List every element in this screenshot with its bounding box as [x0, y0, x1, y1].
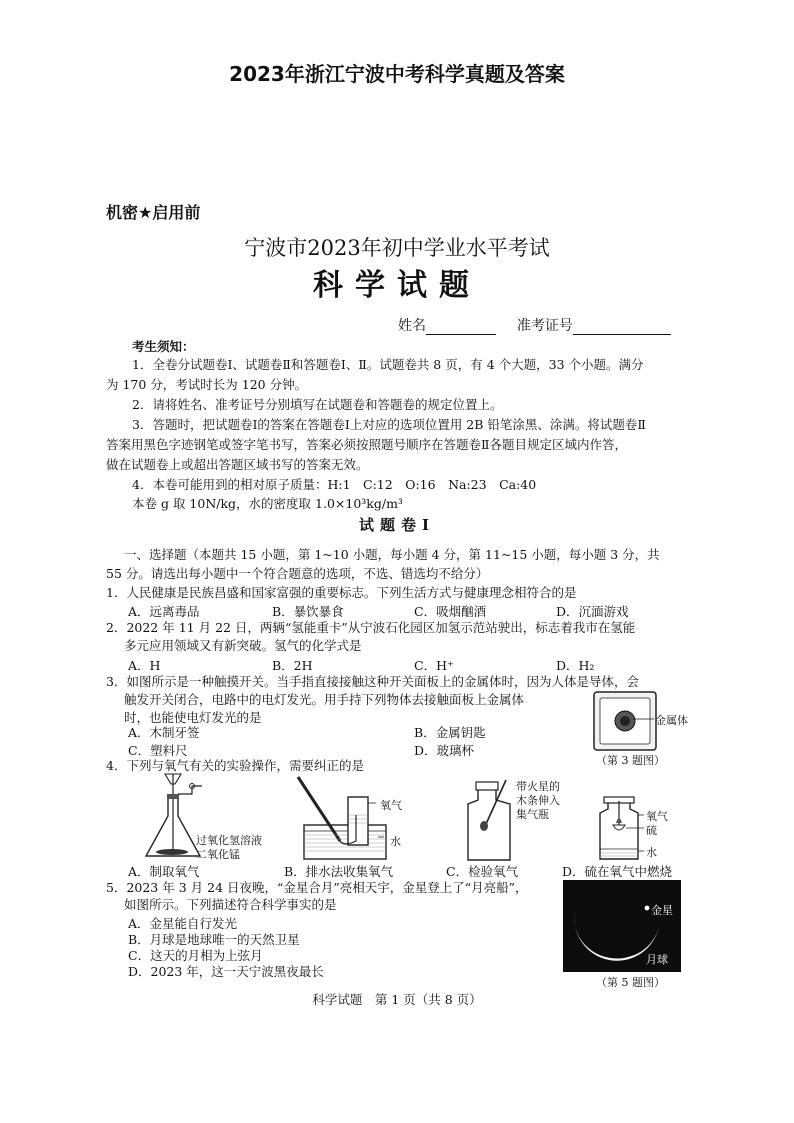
q4-fig-d-label-3: 水: [646, 846, 657, 859]
q3-stem-a: 3．如图所示是一种触摸开关。当手指直接接触这种开关面板上的金属体时，因为人体是导体，会: [106, 674, 639, 689]
q1-option-c: C．吸烟酗酒: [414, 604, 487, 619]
q2-option-d: D．H₂: [556, 658, 595, 673]
q4-fig-a-label-1: 过氧化氢溶液: [196, 834, 262, 847]
q2-stem-b: 多元应用领域又有新突破。氢气的化学式是: [124, 638, 362, 653]
q1-option-d: D．沉湎游戏: [556, 604, 629, 619]
q3-option-a: A．木制牙签: [128, 725, 200, 740]
q5-stem-a: 5．2023 年 3 月 24 日夜晚，“金星合月”亮相天宇，金星登上了“月亮船”，: [106, 880, 528, 895]
q5-stem-b: 如图所示。下列描述符合科学事实的是: [124, 897, 337, 912]
note-4: 4．本卷可能用到的相对原子质量：H:1 C:12 O:16 Na:23 Ca:40: [132, 477, 537, 492]
q2-option-a: A．H: [128, 658, 161, 673]
notes-title: 考生须知：: [132, 339, 195, 354]
q4-figure-b-water-collection: [296, 775, 386, 865]
q1-option-a: A．远离毒品: [128, 604, 200, 619]
q4-stem: 4．下列与氧气有关的实验操作，需要纠正的是: [106, 758, 364, 773]
document-title: 2023年浙江宁波中考科学真题及答案: [229, 62, 565, 86]
q3-stem-b: 触发开关闭合，电路中的电灯发光。用手持下列物体去接触面板上金属体: [124, 692, 525, 707]
candidate-info-line: [398, 315, 671, 335]
name-blank[interactable]: [426, 320, 496, 335]
q3-figure-caption: （第 3 题图）: [596, 754, 665, 767]
section-title: 试题卷Ⅰ: [358, 516, 436, 534]
note-5: 本卷 g 取 10N/kg，水的密度取 1.0×10³kg/m³: [132, 496, 403, 511]
q5-figure-caption: （第 5 题图）: [596, 976, 665, 989]
q2-option-b: B．2H: [272, 658, 313, 673]
q3-stem-c: 时，也能使电灯发光的是: [124, 710, 262, 725]
q3-option-b: B．金属钥匙: [414, 725, 486, 740]
section-intro-a: 一、选择题（本题共 15 小题，第 1~10 小题，每小题 4 分，第 11~15 小题，每小题 3 分，共: [124, 547, 660, 562]
q4-option-a: A．制取氧气: [128, 864, 200, 879]
note-3a: 3．答题时，把试题卷Ⅰ的答案在答题卷Ⅰ上对应的选项位置用 2B 铅笔涂黑、涂满。将试题卷Ⅱ: [132, 417, 646, 432]
q5-option-d: D．2023 年，这一天宁波黑夜最长: [128, 964, 324, 979]
q1-stem: 1．人民健康是民族昌盛和国家富强的重要标志。下列生活方式与健康理念相符合的是: [106, 585, 577, 600]
q2-option-c: C．H⁺: [414, 658, 454, 673]
q4-figure-c-oxygen-test: [462, 780, 522, 862]
q4-fig-b-label-1: 氧气: [380, 799, 402, 812]
note-1a: 1．全卷分试题卷Ⅰ、试题卷Ⅱ和答题卷Ⅰ、Ⅱ。试题卷共 8 页，有 4 个大题，33 个小题。满分: [132, 357, 644, 372]
q5-option-a: A．金星能自行发光: [128, 916, 238, 931]
page-footer: 科学试题 第 1 页（共 8 页）: [312, 992, 482, 1007]
exam-name: 宁波市2023年初中学业水平考试: [244, 236, 550, 260]
exam-subject: 科学试题: [313, 268, 481, 303]
q5-option-b: B．月球是地球唯一的天然卫星: [128, 932, 300, 947]
q2-stem-a: 2．2022 年 11 月 22 日，两辆“氢能重卡”从宁波石化园区加氢示范站驶出，标志着我市在氢能: [106, 620, 636, 635]
note-3c: 做在试题卷上或超出答题区域书写的答案无效。: [106, 457, 369, 472]
q4-option-c: C．检验氧气: [446, 864, 519, 879]
q4-fig-c-label-2: 木条伸入: [516, 794, 560, 807]
q4-fig-d-label-2: 硫: [646, 824, 657, 837]
section-intro-b: 55 分。请选出每小题中一个符合题意的选项，不选、错选均不给分）: [106, 566, 489, 581]
name-label: 姓名: [398, 318, 426, 334]
id-blank[interactable]: [573, 320, 671, 335]
q5-option-c: C．这天的月相为上弦月: [128, 948, 263, 963]
q5-figure-label-venus: 金星: [651, 904, 673, 917]
q4-fig-a-label-2: 二氧化锰: [196, 848, 240, 861]
q3-option-d: D．玻璃杯: [414, 743, 475, 758]
q5-figure-label-moon: 月球: [646, 953, 668, 966]
note-3b: 答案用黑色字迹钢笔或签字笔书写，答案必须按照题号顺序在答题卷Ⅱ各题目规定区域内作答，: [106, 437, 627, 452]
q1-option-b: B．暴饮暴食: [272, 604, 344, 619]
q4-fig-c-label-3: 集气瓶: [516, 808, 549, 821]
q4-fig-d-label-1: 氧气: [646, 810, 668, 823]
q4-option-b: B．排水法收集氧气: [284, 864, 394, 879]
q4-fig-b-label-2: 水: [390, 835, 401, 848]
q4-option-d: D．硫在氧气中燃烧: [562, 864, 673, 879]
note-2: 2．请将姓名、准考证号分别填写在试题卷和答题卷的规定位置上。: [132, 397, 503, 412]
id-label: 准考证号: [516, 318, 573, 334]
q3-figure-label: 金属体: [655, 714, 688, 727]
q3-option-c: C．塑料尺: [128, 743, 188, 758]
secret-mark: 机密★启用前: [106, 203, 201, 222]
note-1b: 为 170 分，考试时长为 120 分钟。: [106, 377, 308, 392]
q4-fig-c-label-1: 带火星的: [516, 780, 560, 793]
